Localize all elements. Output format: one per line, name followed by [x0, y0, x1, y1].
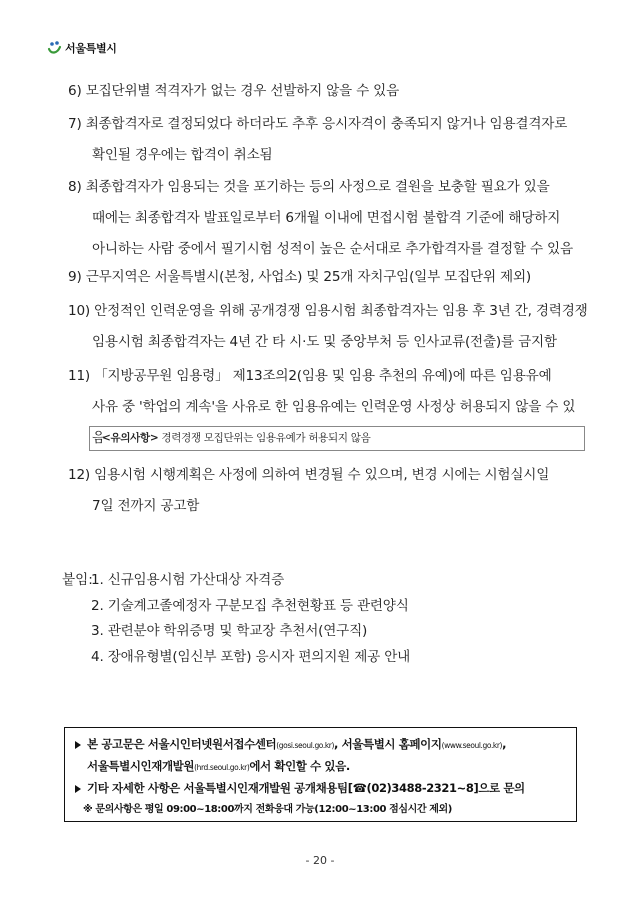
info-box — [64, 727, 577, 822]
list-item: 7) 최종합격자로 결정되었다 하더라도 추후 응시자격이 충족되지 않거나 임용결격자로 확인될 경우에는 합격이 취소됨 — [68, 116, 568, 163]
attachment-item: 4. 장애유형별(임신부 포함) 응시자 편의지원 제공 안내 — [91, 649, 411, 665]
list-item: 10) 안정적인 인력운영을 위해 공개경쟁 임용시험 최종합격자는 임용 후 3년 간, 경력경쟁 임용시험 최종합격자는 4년 간 타 시·도 및 중앙부처 등 인사교류(전출)를 금지함 — [68, 303, 588, 350]
notice-text: 경력경쟁 모집단위는 임용유예가 허용되지 않음 — [158, 432, 371, 444]
info-line-3: 기타 자세한 사항은 서울특별시인재개발원 공개채용팀[☎(02)3488-2321~8]으로 문의 — [75, 778, 566, 799]
info-line-4: ※ 문의사항은 평일 09:00~18:00까지 전화응대 가능(12:00~13:00 점심시간 제외) — [83, 804, 452, 815]
list-item: 11) 「지방공무원 임용령」 제13조의2(임용 및 임용 추천의 유예)에 따른 임용유예 사유 중 '학업의 계속'을 사유로 한 임용유예는 인력운영 사정상 허용되지 않을 수 있음 — [68, 368, 576, 446]
list-item: 8) 최종합격자가 임용되는 것을 포기하는 등의 사정으로 결원을 보충할 필요가 있을 때에는 최종합격자 발표일로부터 6개월 이내에 면접시험 불합격 기준에 해당하지 아니하는 사람 중에서 필기시험 성적이 높은 순서대로 추가합격자를 결정할 수 있음 — [68, 179, 573, 257]
info-line-2: 서울특별시인재개발원(hrd.seoul.go.kr)에서 확인할 수 있음. — [87, 759, 350, 773]
info-line-1: 본 공고문은 서울시인터넷원서접수센터(gosi.seoul.go.kr), 서울특별시 홈페이지(www.seoul.go.kr), — [75, 734, 566, 756]
notice-box — [89, 426, 585, 451]
attachment-item: 1. 신규임용시험 가산대상 자격증 — [91, 572, 285, 588]
attachments-label: 붙임: — [62, 572, 93, 588]
list-item: 9) 근무지역은 서울특별시(본청, 사업소) 및 25개 자치구임(일부 모집단위 제외) — [68, 269, 531, 285]
notice-label: <유의사항> — [102, 432, 159, 444]
attachment-item: 2. 기술계고졸예정자 구분모집 추천현황표 등 관련양식 — [91, 598, 409, 614]
logo-text: 서울특별시 — [65, 42, 117, 55]
list-item: 12) 임용시험 시행계획은 사정에 의하여 변경될 수 있으며, 변경 시에는 시험실시일 7일 전까지 공고함 — [68, 467, 550, 514]
seoul-logo — [47, 40, 117, 56]
page-number: - 20 - — [305, 854, 335, 867]
arrow-bullet-icon — [75, 785, 81, 793]
attachment-item: 3. 관련분야 학위증명 및 학교장 추천서(연구직) — [91, 623, 368, 639]
arrow-bullet-icon — [75, 741, 81, 749]
list-item: 6) 모집단위별 적격자가 없는 경우 선발하지 않을 수 있음 — [68, 83, 400, 99]
seoul-logo-icon — [47, 40, 63, 56]
